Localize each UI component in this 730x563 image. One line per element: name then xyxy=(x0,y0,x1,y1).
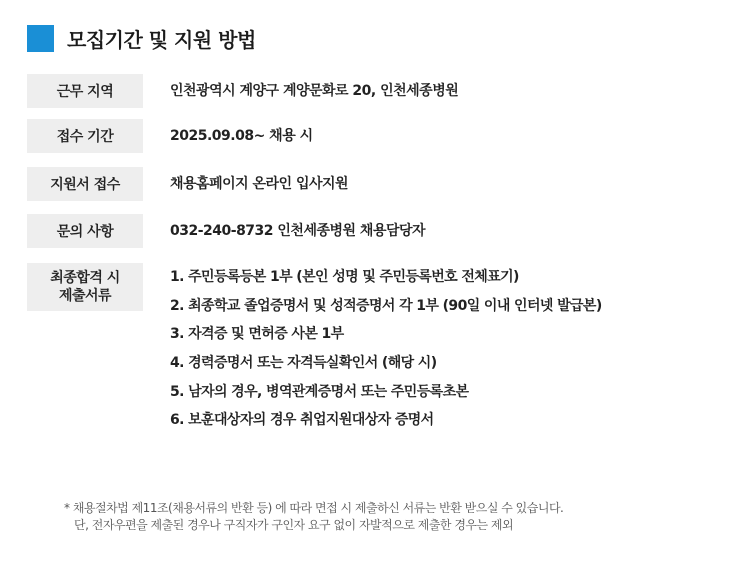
footnote xyxy=(64,500,563,534)
info-row-work-location xyxy=(27,74,458,108)
application-period-value: 2025.09.08~ 채용 시 xyxy=(170,128,313,144)
document-item: 1. 주민등록등본 1부 (본인 성명 및 주민등록번호 전체표기) xyxy=(170,269,519,285)
info-row-inquiry xyxy=(27,214,425,248)
work-location-label: 근무 지역 xyxy=(27,74,143,108)
inquiry-value: 032-240-8732 인천세종병원 채용담당자 xyxy=(170,223,426,239)
work-location-value: 인천광역시 계양구 계양문화로 20, 인천세종병원 xyxy=(170,83,459,99)
document-item: 4. 경력증명서 또는 자격득실확인서 (해당 시) xyxy=(170,355,437,372)
section-marker-icon xyxy=(27,25,54,52)
info-row-documents xyxy=(27,263,602,440)
info-row-application-period xyxy=(27,119,313,153)
section-heading xyxy=(27,22,256,54)
section-title: 모집기간 및 지원 방법 xyxy=(67,27,256,52)
inquiry-label: 문의 사항 xyxy=(27,214,143,248)
document-item: 3. 자격증 및 면허증 사본 1부 xyxy=(170,326,344,343)
documents-list xyxy=(170,263,602,440)
application-method-label: 지원서 접수 xyxy=(27,167,143,201)
document-item: 6. 보훈대상자의 경우 취업지원대상자 증명서 xyxy=(170,412,434,429)
application-method-value: 채용홈페이지 온라인 입사지원 xyxy=(170,176,349,192)
documents-label xyxy=(27,263,143,311)
documents-label-line1: 최종합격 시 xyxy=(50,270,120,286)
document-item: 2. 최종학교 졸업증명서 및 성적증명서 각 1부 (90일 이내 인터넷 발급본) xyxy=(170,297,602,314)
document-item: 5. 남자의 경우, 병역관계증명서 또는 주민등록초본 xyxy=(170,383,469,400)
documents-label-line2: 제출서류 xyxy=(58,288,112,304)
application-period-label: 접수 기간 xyxy=(27,119,143,153)
info-row-application-method xyxy=(27,167,348,201)
footnote-line2: 단, 전자우편을 제출된 경우나 구직자가 구인자 요구 없이 자발적으로 제출한 경우는 제외 xyxy=(74,518,514,532)
footnote-line1: * 채용절차법 제11조(채용서류의 반환 등) 에 따라 면접 시 제출하신 서류는 반환 받으실 수 있습니다. xyxy=(64,501,564,515)
